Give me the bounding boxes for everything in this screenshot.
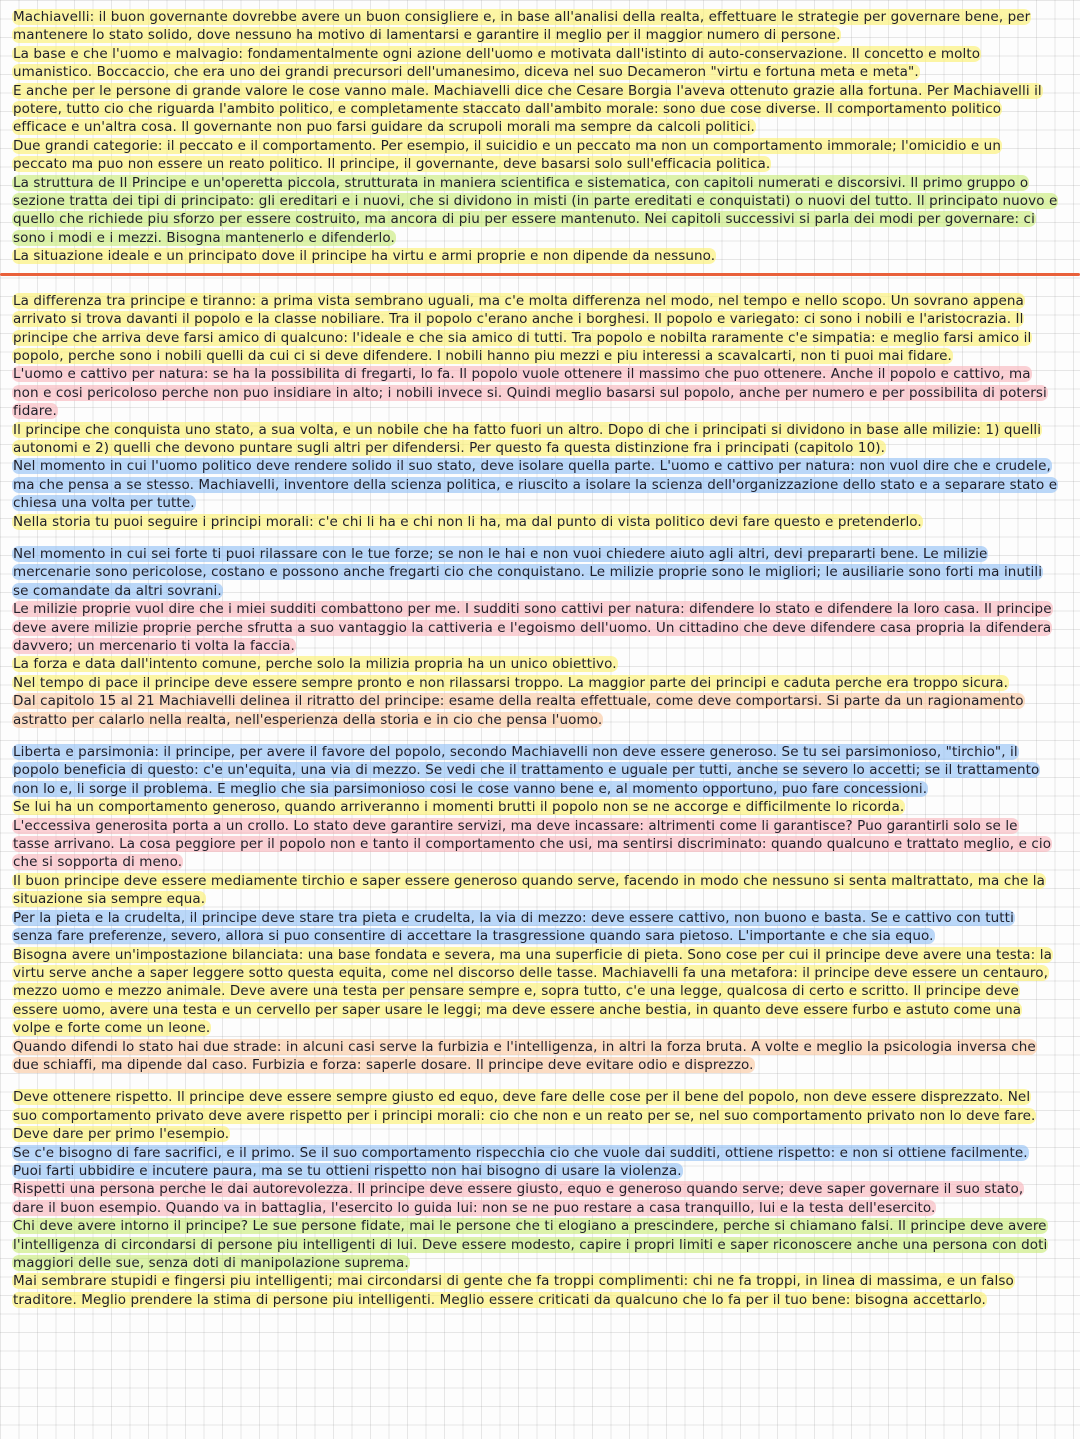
highlighted-text: La forza e data dall'intento comune, perche solo la milizia propria ha un unico obiettivo. (13, 656, 617, 673)
note-paragraph (12, 817, 1058, 872)
note-paragraph (12, 692, 1058, 729)
note-paragraph (12, 365, 1058, 420)
highlighted-text: Due grandi categorie: il peccato e il comportamento. Per esempio, il suicidio e un peccato ma non un comportamento immorale; l'omicidio e un peccato ma puo non essere un reato politico. Il principe, il governante, deve basarsi solo sull'efficacia politica. (13, 137, 1001, 173)
notes-section (12, 1088, 1058, 1309)
highlighted-text: La base e che l'uomo e malvagio: fondamentalmente ogni azione dell'uomo e motivata dall'istinto di auto-conservazione. Il concetto e molto umanistico. Boccaccio, che era uno dei grandi precursori dell'umanesimo, diceva nel suo Decameron "virtu e fortuna meta e meta". (13, 45, 981, 81)
notes-section (12, 545, 1058, 729)
highlighted-text: Il principe che conquista uno stato, a sua volta, e un nobile che ha fatto fuori un altro. Dopo di che i principati si dividono in base alle milizie: 1) quelli autonomi e 2) quelli che devono puntare sugli altri per difendersi. Per questo fa questa distinzione fra i principati (capitolo 10). (13, 421, 1042, 456)
note-paragraph (12, 545, 1058, 600)
highlighted-text: Nella storia tu puoi seguire i principi morali: c'e chi li ha e chi non li ha, ma dal punto di vista politico devi fare questo e pretenderlo. (13, 513, 922, 530)
highlighted-text: Nel tempo di pace il principe deve essere sempre pronto e non rilassarsi troppo. La maggior parte dei principi e caduta perche era troppo sicura. (13, 674, 1009, 691)
highlighted-text: L'uomo e cattivo per natura: se ha la possibilita di fregarti, lo fa. Il popolo vuole ottenere il massimo che puo ottenere. Anche il popolo e cattivo, ma non e cosi pericoloso perche non puo insidiare in alto; i nobili invece si. Quindi meglio basarsi sul popolo, anche per numero e per possibilita di potersi fidare. (13, 366, 1047, 420)
highlighted-text: Le milizie proprie vuol dire che i miei sudditi combattono per me. I sudditi sono cattivi per natura: difendere lo stato e difendere la loro casa. Il principe deve avere milizie proprie perche sfrutta a suo vantaggio la cattiveria e l'egoismo dell'uomo. Un cittadino che deve difendere casa propria la difendera davvero; un mercenario ti volta la faccia. (13, 601, 1052, 654)
highlighted-text: Liberta e parsimonia: il principe, per avere il favore del popolo, secondo Machiavelli non deve essere generoso. Se tu sei parsimonioso, "tirchio", il popolo beneficia di questo: c'e un'equita, una via di mezzo. Se vedi che il trattamento e uguale per tutti, anche se severo lo accetti; se il trattamento non lo e, li sorge il problema. E meglio che sia parsimonioso cosi le cose vanno bene e, al momento opportuno, puo fare concessioni. (13, 744, 1040, 797)
note-paragraph (12, 82, 1058, 137)
highlighted-text: Deve ottenere rispetto. Il principe deve essere sempre giusto ed equo, deve fare delle cose per il bene del popolo, non deve essere disprezzato. Nel suo comportamento privato deve avere rispetto per i principi morali: cio che non e un reato per se, nel suo comportamento privato non lo deve fare. Deve dare per primo l'esempio. (13, 1089, 1036, 1143)
note-paragraph (12, 674, 1058, 692)
highlighted-text: Mai sembrare stupidi e fingersi piu intelligenti; mai circondarsi di gente che fa troppi complimenti: chi ne fa troppi, in linea di massima, e un falso traditore. Meglio prendere la stima di persone piu intelligenti. Meglio essere criticati da qualcuno che lo fa per il tuo bene: bisogna accettarlo. (13, 1273, 1014, 1308)
highlighted-text: Nel momento in cui l'uomo politico deve rendere solido il suo stato, deve isolare quella parte. L'uomo e cattivo per natura: non vuol dire che e crudele, ma che pensa a se stesso. Machiavelli, inventore della scienza politica, e riuscito a isolare la scienza dell'organizzazione dello stato e a separare stato e chiesa una volta per tutte. (13, 458, 1058, 512)
section-divider-line (0, 273, 1080, 276)
note-paragraph (12, 600, 1058, 655)
highlighted-text: Se c'e bisogno di fare sacrifici, e il primo. Se il suo comportamento rispecchia cio che vuole dai sudditi, ottiene rispetto: e non si ottiene facilmente. Puoi farti ubbidire e incutere paura, ma se tu ottieni rispetto non hai bisogno di usare la violenza. (13, 1144, 1028, 1179)
note-paragraph (12, 1038, 1058, 1075)
highlighted-text: Per la pieta e la crudelta, il principe deve stare tra pieta e crudelta, la via di mezzo: deve essere cattivo, non buono e basta. Se e cattivo con tutti senza fare preferenze, severo, allora si puo consentire di accettare la trasgressione quando sara pietoso. L'importante e che sia equo. (13, 909, 1014, 945)
notes-section (12, 8, 1058, 266)
note-paragraph (12, 1217, 1058, 1272)
highlighted-text: La differenza tra principe e tiranno: a prima vista sembrano uguali, ma c'e molta differenza nel modo, nel tempo e nello scopo. Un sovrano appena arrivato si trova davanti il popolo e la classe nobiliare. Tra il popolo c'erano anche i borghesi. Il popolo e variegato: ci sono i nobili e l'aristocrazia. Il principe che arriva deve farsi amico di qualcuno: l'ideale e che sia amico di tutti. Tra popolo e nobilta raramente c'e simpatia: e meglio farsi amico il popolo, perche sono i nobili quelli da cui ci si deve difendere. I nobili hanno piu mezzi e piu interessi a scavalcarti, non ti puoi mai fidare. (13, 292, 1032, 364)
note-paragraph (12, 1088, 1058, 1143)
note-paragraph (12, 1180, 1058, 1217)
highlighted-text: Quando difendi lo stato hai due strade: in alcuni casi serve la furbizia e l'intelligenza, in altri la forza bruta. A volte e meglio la psicologia inversa che due schiaffi, ma dipende dal caso. Furbizia e forza: saperle dosare. Il principe deve evitare odio e disprezzo. (13, 1038, 1036, 1073)
note-paragraph (12, 513, 1058, 531)
note-paragraph (12, 872, 1058, 909)
highlighted-text: E anche per le persone di grande valore le cose vanno male. Machiavelli dice che Cesare Borgia l'aveva ottenuto grazie alla fortuna. Per Machiavelli il potere, tutto cio che riguarda l'ambito politico, e completamente staccato dall'ambito morale: sono due cose diverse. Il comportamento politico efficace e un'altra cosa. Il governante non puo farsi guidare da scrupoli morali ma sempre da calcoli politici. (13, 82, 1042, 136)
note-paragraph (12, 798, 1058, 816)
highlighted-text: La situazione ideale e un principato dove il principe ha virtu e armi proprie e non dipende da nessuno. (13, 248, 716, 265)
note-paragraph (12, 655, 1058, 673)
notes-section (12, 292, 1058, 531)
notes-body (12, 8, 1058, 1309)
note-paragraph (12, 421, 1058, 458)
note-paragraph (12, 137, 1058, 174)
note-paragraph (12, 1272, 1058, 1309)
note-paragraph (12, 946, 1058, 1038)
note-paragraph (12, 8, 1058, 45)
highlighted-text: Bisogna avere un'impostazione bilanciata: una base fondata e severa, ma una superficie di pieta. Sono cose per cui il principe deve avere una testa: la virtu serve anche a saper leggere sotto questa equita, come nel discorso delle tasse. Machiavelli fa una metafora: il principe deve essere un centauro, mezzo uomo e mezzo animale. Deve avere una testa per pensare sempre e, sopra tutto, c'e una legge, qualcosa di certo e scritto. Il principe deve essere uomo, avere una testa e un cervello per saper usare le leggi; ma deve essere anche bestia, in quanto deve essere furbo e astuto come una volpe e forte come un leone. (13, 946, 1052, 1037)
highlighted-text: L'eccessiva generosita porta a un crollo. Lo stato deve garantire servizi, ma deve incassare: altrimenti come li garantisce? Puo garantirli solo se le tasse arrivano. La cosa peggiore per il popolo non e tanto il comportamento che usi, ma sentirsi discriminato: quando qualcuno e trattato meglio, e cio che si sopporta di meno. (13, 817, 1052, 871)
highlighted-text: Il buon principe deve essere mediamente tirchio e saper essere generoso quando serve, facendo in modo che nessuno si senta maltrattato, ma che la situazione sia sempre equa. (13, 872, 1046, 908)
highlighted-text: Machiavelli: il buon governante dovrebbe avere un buon consigliere e, in base all'analisi della realta, effettuare le strategie per governare bene, per mantenere lo stato solido, dove nessuno ha motivo di lamentarsi e garantire il meglio per il maggior numero di persone. (13, 9, 1031, 44)
note-paragraph (12, 45, 1058, 82)
highlighted-text: La struttura de Il Principe e un'operetta piccola, strutturata in maniera scientifica e sistematica, con capitoli numerati e discorsivi. Il primo gruppo o sezione tratta dei tipi di principato: gli ereditari e i nuovi, che si dividono in misti (in parte ereditati e conquistati) o nuovi del tutto. Il principato nuovo e quello che richiede piu sforzo per essere costruito, ma ancora di piu per essere mantenuto. Nei capitoli successivi si parla dei modi per governare: ci sono i modi e i mezzi. Bisogna mantenerlo e difenderlo. (13, 174, 1058, 246)
note-paragraph (12, 909, 1058, 946)
highlighted-text: Dal capitolo 15 al 21 Machiavelli delinea il ritratto del principe: esame della realta effettuale, come deve comportarsi. Si parte da un ragionamento astratto per calarlo nella realta, nell'esperienza della storia e in cio che pensa l'uomo. (13, 693, 1024, 728)
highlighted-text: Chi deve avere intorno il principe? Le sue persone fidate, mai le persone che ti elogiano a prescindere, perche si chiamano falsi. Il principe deve avere l'intelligenza di circondarsi di persone piu intelligenti di lui. Deve essere modesto, capire i propri limiti e saper riconoscere anche una persona con doti maggiori delle sue, senza doti di manipolazione suprema. (13, 1218, 1048, 1271)
highlighted-text: Se lui ha un comportamento generoso, quando arriveranno i momenti brutti il popolo non se ne accorge e difficilmente lo ricorda. (13, 799, 905, 816)
notes-section (12, 743, 1058, 1074)
note-paragraph (12, 1144, 1058, 1181)
highlighted-text: Nel momento in cui sei forte ti puoi rilassare con le tue forze; se non le hai e non vuoi chiedere aiuto agli altri, devi prepararti bene. Le milizie mercenarie sono pericolose, costano e possono anche fregarti cio che conquistano. Le milizie proprie sono le migliori; le ausiliarie sono forti ma inutili se comandate da altri sovrani. (13, 545, 1043, 599)
note-paragraph (12, 457, 1058, 512)
note-paragraph (12, 174, 1058, 248)
note-paragraph (12, 292, 1058, 366)
note-paragraph (12, 743, 1058, 798)
highlighted-text: Rispetti una persona perche le dai autorevolezza. Il principe deve essere giusto, equo e generoso quando serve; deve saper governare il suo stato, dare il buon esempio. Quando va in battaglia, l'esercito lo guida lui: non se ne puo restare a casa tranquillo, lui e la testa dell'esercito. (13, 1181, 1024, 1216)
note-paragraph (12, 247, 1058, 265)
